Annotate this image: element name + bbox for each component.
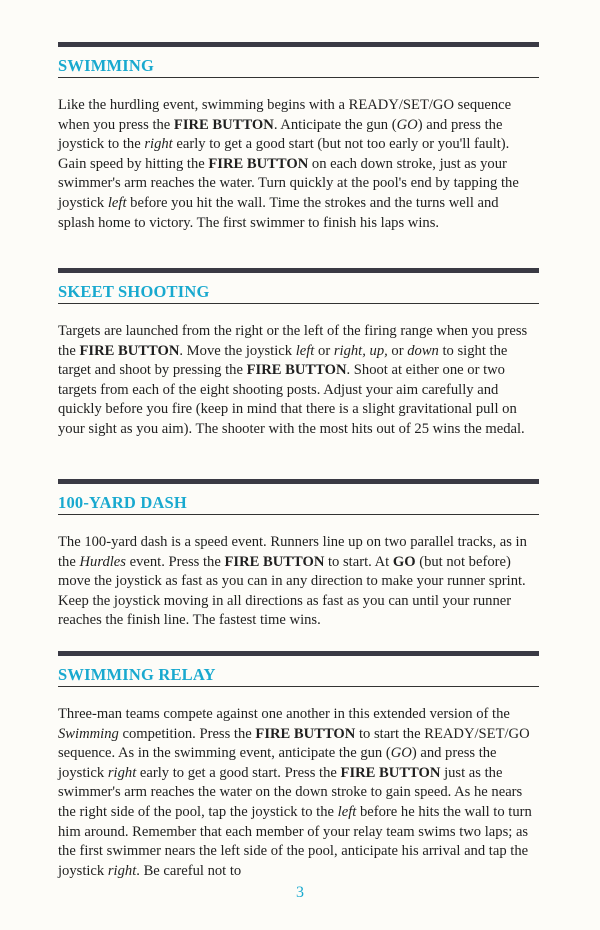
text-run: . Anticipate the gun ( bbox=[273, 116, 397, 133]
italic-term: right bbox=[107, 764, 137, 781]
italic-term: left bbox=[337, 803, 357, 820]
bold-term: GO bbox=[392, 553, 416, 570]
section-heading: SKEET SHOOTING bbox=[58, 282, 210, 301]
text-run: Targets are launched from the right or the left of the firing range when you press the bbox=[58, 323, 528, 359]
text-run: The 100-yard dash is a speed event. Runners line up on two parallel tracks, as in the bbox=[58, 534, 527, 570]
section-heading: SWIMMING bbox=[58, 56, 155, 75]
heading-row bbox=[58, 488, 539, 515]
section-swimming-relay bbox=[58, 651, 539, 881]
section-paragraph bbox=[58, 322, 536, 440]
bold-term: FIRE BUTTON bbox=[173, 116, 274, 133]
section-paragraph bbox=[58, 533, 536, 631]
section-100-yard-dash bbox=[58, 479, 539, 631]
text-run: ) and press the joystick bbox=[58, 745, 497, 781]
italic-term: GO bbox=[390, 745, 412, 762]
text-run: before he hits the wall to turn him around. Remember that each member of your relay team swims two laps; as the first swimmer nears the left side of the pool, anticipate his arrival and tap the joystick bbox=[58, 803, 532, 879]
italic-term: left bbox=[295, 342, 315, 359]
text-run: . Shoot at either one or two targets from each of the eight shooting posts. Adjust your aim carefully and quickly before you fire (keep in mind that there is a slight gravitational pull on your sight as you aim). The shooter with the most hits out of 25 wins the medal. bbox=[58, 362, 525, 437]
heading-row bbox=[58, 51, 539, 78]
italic-term: right, up, bbox=[333, 342, 388, 359]
text-run: event. Press the bbox=[125, 553, 225, 570]
text-run: early to get a good start. Press the bbox=[136, 764, 341, 781]
text-run: . Move the joystick bbox=[179, 342, 296, 359]
text-run: before you hit the wall. Time the strokes and the turns well and splash home to victory. The first swimmer to finish his laps wins. bbox=[58, 194, 499, 231]
heading-row bbox=[58, 660, 539, 687]
italic-term: down bbox=[407, 342, 439, 359]
section-top-rule bbox=[58, 479, 539, 484]
page-number: 3 bbox=[296, 884, 304, 901]
italic-term: left bbox=[107, 194, 127, 211]
bold-term: FIRE BUTTON bbox=[224, 553, 325, 570]
section-top-rule bbox=[58, 42, 539, 47]
text-run: or bbox=[387, 342, 408, 359]
section-paragraph bbox=[58, 96, 536, 233]
text-run: Like the hurdling event, swimming begins with a READY/SET/GO sequence when you press the bbox=[58, 97, 512, 133]
text-run: just as the swimmer's arm reaches the water on the down stroke to gain speed. As he nears the right side of the pool, tap the joystick to the bbox=[58, 764, 523, 820]
section-top-rule bbox=[58, 651, 539, 656]
bold-term: FIRE BUTTON bbox=[79, 342, 180, 359]
bold-term: FIRE BUTTON bbox=[255, 725, 356, 742]
italic-term: GO bbox=[396, 116, 418, 133]
text-run: to start the READY/SET/GO sequence. As in the swimming event, anticipate the gun ( bbox=[58, 725, 530, 762]
section-top-rule bbox=[58, 268, 539, 273]
text-run: ) and press the joystick to the bbox=[58, 116, 503, 153]
text-run: early to get a good start (but not too early or you'll fault). Gain speed by hitting the bbox=[58, 136, 510, 172]
text-run: to start. At bbox=[324, 553, 393, 570]
italic-term: Hurdles bbox=[79, 553, 126, 570]
section-heading: 100-YARD DASH bbox=[58, 493, 187, 512]
text-run: Three-man teams compete against one another in this extended version of the bbox=[58, 706, 510, 722]
section-skeet-shooting bbox=[58, 268, 539, 440]
heading-row bbox=[58, 277, 539, 304]
italic-term: right bbox=[107, 862, 137, 879]
section-swimming bbox=[58, 42, 539, 233]
section-heading: SWIMMING RELAY bbox=[58, 665, 216, 684]
bold-term: FIRE BUTTON bbox=[246, 362, 347, 379]
section-paragraph bbox=[58, 705, 536, 881]
text-run: on each down stroke, just as your swimmer's arm reaches the water. Turn quickly at the pool's end by tapping the joystick bbox=[58, 155, 519, 211]
text-run: (but not before) move the joystick as fast as you can in any direction to make your runner sprint. Keep the joystick moving in all directions as fast as you can until your runner reaches the finish line. The fastest time wins. bbox=[58, 553, 526, 629]
text-run: . Be careful not to bbox=[136, 862, 242, 879]
italic-term: Swimming bbox=[58, 725, 119, 742]
bold-term: FIRE BUTTON bbox=[208, 155, 309, 172]
text-run: competition. Press the bbox=[118, 725, 256, 742]
italic-term: right bbox=[144, 136, 173, 153]
text-run: or bbox=[314, 342, 334, 359]
bold-term: FIRE BUTTON bbox=[340, 764, 441, 781]
text-run: to sight the target and shoot by pressing the bbox=[58, 342, 508, 379]
